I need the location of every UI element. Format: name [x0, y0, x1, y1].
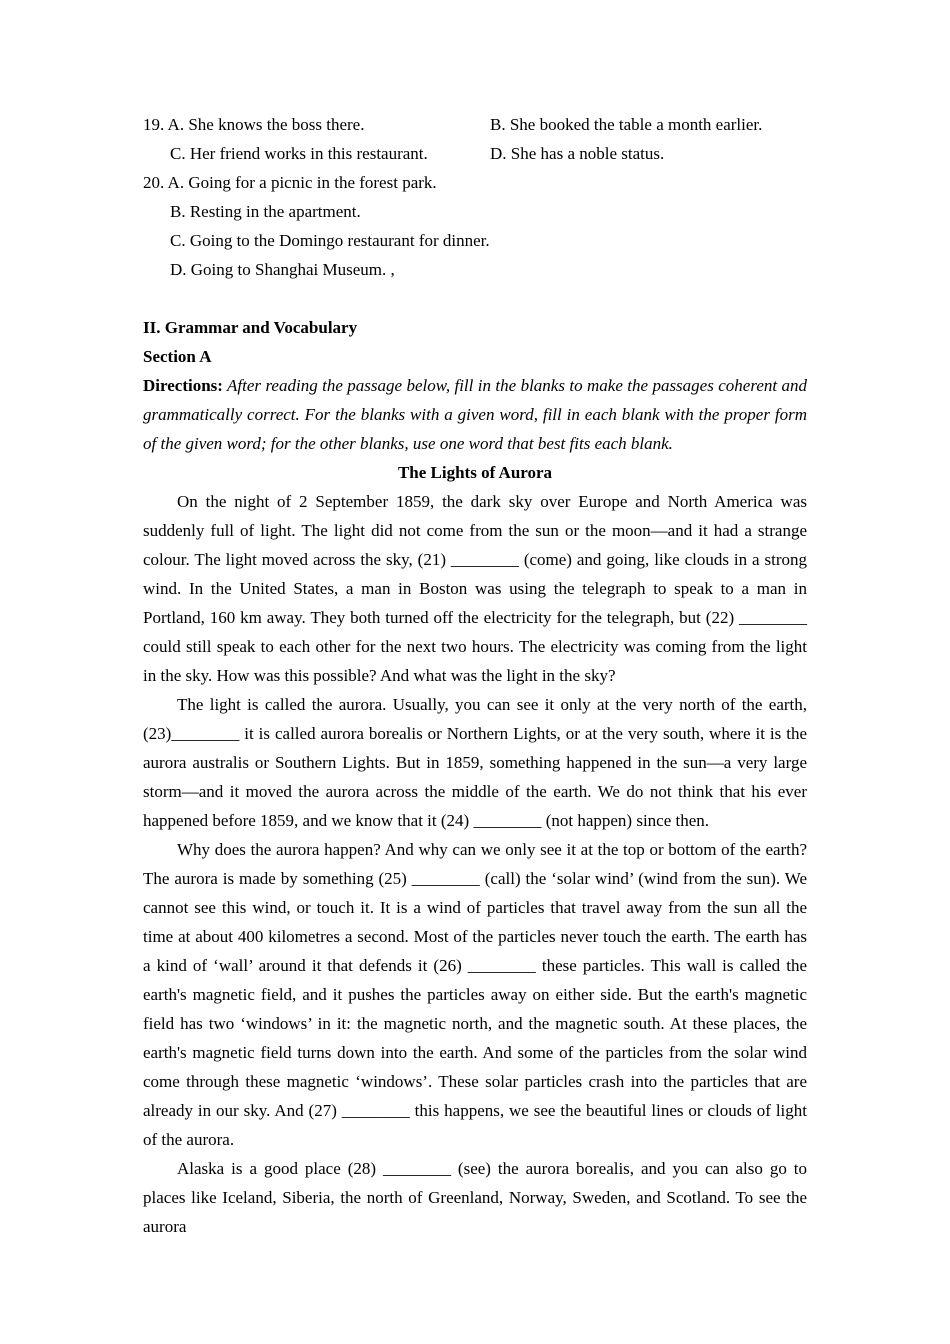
question-20-option-c: C. Going to the Domingo restaurant for dinner.: [170, 231, 490, 250]
directions-paragraph: [143, 371, 807, 458]
grammar-section-heading: II. Grammar and Vocabulary: [143, 318, 358, 337]
directions-label: Directions:: [143, 376, 223, 395]
question-19-option-c: C. Her friend works in this restaurant.: [170, 144, 428, 163]
question-20-option-b: B. Resting in the apartment.: [170, 202, 361, 221]
question-19-option-a: 19. A. She knows the boss there.: [143, 115, 365, 134]
passage-title: The Lights of Aurora: [397, 463, 553, 482]
passage-paragraph-3: Why does the aurora happen? And why can we only see it at the top or bottom of the earth? The aurora is made by something (25) ________ (call) the ‘solar wind’ (wind from the sun). We cannot see this wind, or touch it. It is a wind of particles that travel away from the sun all the time at about 400 kilometres a second. Most of the particles never touch the earth. The earth has a kind of ‘wall’ around it that defends it (26) ________ these particles. This wall is called the earth's magnetic field, and it pushes the particles away on either side. But the earth's magnetic field has two ‘windows’ in it: the magnetic north, and the magnetic south. At these places, the earth's magnetic field turns down into the earth. And some of the particles from the solar wind come through these magnetic ‘windows’. These solar particles crash into the particles that are already in our sky. And (27) ________ this happens, we see the beautiful lines or clouds of light of the aurora.: [143, 840, 807, 1149]
cloze-passage: [143, 487, 807, 1241]
passage-paragraph-4: Alaska is a good place (28) ________ (see) the aurora borealis, and you can also go to places like Iceland, Siberia, the north of Greenland, Norway, Sweden, and Scotland. To see the aurora: [143, 1159, 807, 1236]
passage-paragraph-1: On the night of 2 September 1859, the dark sky over Europe and North America was suddenly full of light. The light did not come from the sun or the moon—and it had a strange colour. The light moved across the sky, (21) ________ (come) and going, like clouds in a strong wind. In the United States, a man in Boston was using the telegraph to speak to a man in Portland, 160 km away. They both turned off the electricity for the telegraph, but (22) ________ could still speak to each other for the next two hours. The electricity was coming from the light in the sky. How was this possible? And what was the light in the sky?: [143, 492, 807, 685]
question-20-option-a: 20. A. Going for a picnic in the forest park.: [143, 173, 437, 192]
question-19-option-b: B. She booked the table a month earlier.: [490, 115, 763, 134]
question-19-row-1: [143, 110, 807, 139]
listening-questions: [143, 110, 807, 284]
question-19-row-2: [143, 139, 807, 168]
passage-paragraph-2: The light is called the aurora. Usually, you can see it only at the very north of the earth, (23)________ it is called aurora borealis or Northern Lights, or at the very south, where it is the aurora australis or Southern Lights. But in 1859, something happened in the sun—a very large storm—and it moved the aurora across the middle of the earth. We do not think that his ever happened before 1859, and we know that it (24) ________ (not happen) since then.: [143, 695, 807, 830]
grammar-vocabulary-section: [143, 313, 807, 1241]
section-a-subheading: Section A: [143, 347, 212, 366]
directions-text: After reading the passage below, fill in the blanks to make the passages coherent and grammatically correct. For the blanks with a given word, fill in each blank with the proper form of the given word; for the other blanks, use one word that best fits each blank.: [143, 376, 807, 453]
question-19-option-d: D. She has a noble status.: [490, 144, 665, 163]
question-20-option-d: D. Going to Shanghai Museum. ,: [170, 260, 395, 279]
